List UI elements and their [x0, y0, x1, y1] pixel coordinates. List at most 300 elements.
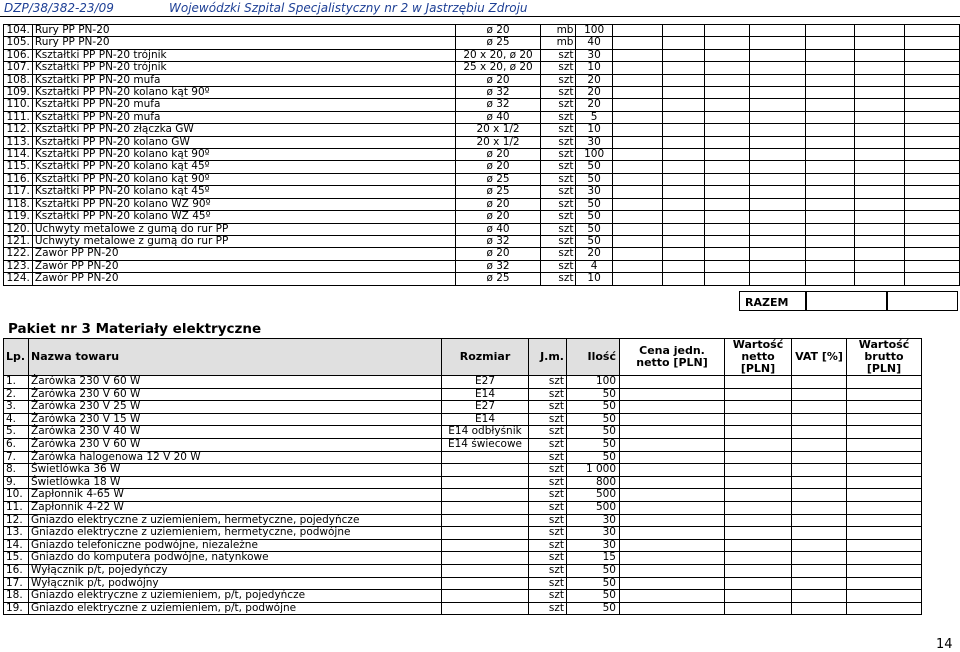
- row-size: ø 32: [456, 87, 541, 99]
- row-name: Kształtki PP PN-20 kolano kąt 90º: [32, 149, 455, 161]
- empty-cell: [725, 590, 792, 603]
- empty-cell: [662, 173, 704, 185]
- row-unit: szt: [540, 87, 576, 99]
- row-name: Żarówka halogenowa 12 V 20 W: [29, 451, 442, 464]
- row-lp: 105.: [4, 37, 33, 49]
- row-unit: szt: [540, 260, 576, 272]
- row-lp: 120.: [4, 223, 33, 235]
- row-unit: szt: [540, 161, 576, 173]
- row-lp: 111.: [4, 111, 33, 123]
- empty-cell: [750, 161, 806, 173]
- row-unit: szt: [540, 74, 576, 86]
- table-row: [4, 62, 960, 74]
- empty-cell: [854, 149, 904, 161]
- empty-cell: [805, 37, 854, 49]
- row-qty: 10: [576, 62, 612, 74]
- table-row: [4, 161, 960, 173]
- empty-cell: [905, 74, 960, 86]
- empty-cell: [612, 62, 662, 74]
- row-qty: 100: [576, 149, 612, 161]
- table-row: [4, 501, 922, 514]
- row-lp: 9.: [4, 476, 29, 489]
- empty-cell: [612, 124, 662, 136]
- row-unit: szt: [540, 124, 576, 136]
- empty-cell: [750, 99, 806, 111]
- empty-cell: [847, 527, 922, 540]
- row-qty: 20: [576, 74, 612, 86]
- empty-cell: [612, 25, 662, 37]
- row-size: ø 20: [456, 211, 541, 223]
- row-qty: 50: [576, 223, 612, 235]
- row-unit: szt: [529, 564, 567, 577]
- empty-cell: [854, 186, 904, 198]
- empty-cell: [792, 590, 847, 603]
- row-name: Gniazdo elektryczne z uziemieniem, hermetyczne, podwójne: [29, 527, 442, 540]
- empty-cell: [847, 376, 922, 389]
- empty-cell: [792, 489, 847, 502]
- empty-cell: [847, 602, 922, 615]
- empty-cell: [725, 426, 792, 439]
- empty-cell: [750, 87, 806, 99]
- row-lp: 104.: [4, 25, 33, 37]
- empty-cell: [704, 235, 749, 247]
- row-size: [442, 577, 529, 590]
- row-lp: 15.: [4, 552, 29, 565]
- total-gross-cell: [886, 291, 958, 311]
- row-lp: 106.: [4, 49, 33, 61]
- row-unit: szt: [529, 602, 567, 615]
- row-qty: 100: [567, 376, 620, 389]
- row-qty: 30: [576, 49, 612, 61]
- empty-cell: [704, 124, 749, 136]
- row-name: Gniazdo elektryczne z uziemieniem, p/t, pojedyńcze: [29, 590, 442, 603]
- empty-cell: [662, 248, 704, 260]
- row-lp: 114.: [4, 149, 33, 161]
- empty-cell: [620, 527, 725, 540]
- table-row: [4, 464, 922, 477]
- empty-cell: [805, 248, 854, 260]
- header-gross-value: Wartość brutto [PLN]: [847, 339, 922, 376]
- empty-cell: [750, 186, 806, 198]
- row-unit: szt: [529, 501, 567, 514]
- row-lp: 13.: [4, 527, 29, 540]
- row-unit: szt: [529, 401, 567, 414]
- row-lp: 113.: [4, 136, 33, 148]
- empty-cell: [750, 149, 806, 161]
- empty-cell: [847, 552, 922, 565]
- empty-cell: [905, 49, 960, 61]
- empty-cell: [854, 273, 904, 285]
- table-row: [4, 413, 922, 426]
- empty-cell: [612, 198, 662, 210]
- empty-cell: [805, 87, 854, 99]
- row-lp: 117.: [4, 186, 33, 198]
- row-unit: szt: [540, 211, 576, 223]
- empty-cell: [725, 564, 792, 577]
- table-row: [4, 451, 922, 464]
- row-name: Kształtki PP PN-20 kolano kąt 45º: [32, 161, 455, 173]
- empty-cell: [792, 388, 847, 401]
- row-unit: szt: [529, 413, 567, 426]
- empty-cell: [847, 464, 922, 477]
- row-name: Gniazdo telefoniczne podwójne, niezależne: [29, 539, 442, 552]
- empty-cell: [805, 99, 854, 111]
- row-qty: 50: [567, 388, 620, 401]
- empty-cell: [662, 186, 704, 198]
- row-lp: 16.: [4, 564, 29, 577]
- row-qty: 30: [567, 539, 620, 552]
- row-size: [442, 476, 529, 489]
- row-unit: szt: [540, 223, 576, 235]
- empty-cell: [847, 590, 922, 603]
- empty-cell: [792, 564, 847, 577]
- row-name: Gniazdo elektryczne z uziemieniem, p/t, podwójne: [29, 602, 442, 615]
- row-name: Kształtki PP PN-20 kolano WZ 90º: [32, 198, 455, 210]
- empty-cell: [704, 136, 749, 148]
- row-name: Żarówka 230 V 60 W: [29, 376, 442, 389]
- row-name: Zapłonnik 4-65 W: [29, 489, 442, 502]
- row-size: ø 25: [456, 273, 541, 285]
- row-unit: szt: [529, 464, 567, 477]
- empty-cell: [805, 273, 854, 285]
- empty-cell: [750, 49, 806, 61]
- row-size: [442, 564, 529, 577]
- empty-cell: [662, 37, 704, 49]
- empty-cell: [612, 111, 662, 123]
- page-number: 14: [936, 637, 953, 652]
- row-size: ø 20: [456, 149, 541, 161]
- empty-cell: [792, 514, 847, 527]
- empty-cell: [620, 552, 725, 565]
- row-size: [442, 527, 529, 540]
- empty-cell: [854, 235, 904, 247]
- row-size: 20 x 1/2: [456, 136, 541, 148]
- row-size: [442, 489, 529, 502]
- row-name: Świetlówka 36 W: [29, 464, 442, 477]
- row-lp: 2.: [4, 388, 29, 401]
- row-lp: 122.: [4, 248, 33, 260]
- empty-cell: [805, 211, 854, 223]
- row-unit: szt: [529, 426, 567, 439]
- row-size: E14 odbłyśnik: [442, 426, 529, 439]
- row-name: Świetlówka 18 W: [29, 476, 442, 489]
- row-qty: 5: [576, 111, 612, 123]
- row-size: [442, 602, 529, 615]
- empty-cell: [662, 49, 704, 61]
- row-lp: 121.: [4, 235, 33, 247]
- empty-cell: [704, 173, 749, 185]
- empty-cell: [704, 62, 749, 74]
- empty-cell: [612, 99, 662, 111]
- empty-cell: [725, 527, 792, 540]
- empty-cell: [847, 388, 922, 401]
- empty-cell: [854, 111, 904, 123]
- empty-cell: [704, 161, 749, 173]
- empty-cell: [805, 136, 854, 148]
- table-row: [4, 539, 922, 552]
- empty-cell: [854, 198, 904, 210]
- row-name: Kształtki PP PN-20 złączka GW: [32, 124, 455, 136]
- empty-cell: [792, 376, 847, 389]
- empty-cell: [854, 161, 904, 173]
- row-name: Żarówka 230 V 25 W: [29, 401, 442, 414]
- table-row: [4, 136, 960, 148]
- empty-cell: [750, 260, 806, 272]
- row-size: ø 20: [456, 198, 541, 210]
- empty-cell: [725, 451, 792, 464]
- row-name: Uchwyty metalowe z gumą do rur PP: [32, 223, 455, 235]
- row-size: ø 32: [456, 260, 541, 272]
- empty-cell: [847, 451, 922, 464]
- row-unit: szt: [540, 173, 576, 185]
- row-qty: 40: [576, 37, 612, 49]
- empty-cell: [805, 49, 854, 61]
- empty-cell: [662, 198, 704, 210]
- row-lp: 110.: [4, 99, 33, 111]
- empty-cell: [725, 501, 792, 514]
- row-lp: 112.: [4, 124, 33, 136]
- row-size: ø 32: [456, 99, 541, 111]
- row-size: [442, 514, 529, 527]
- empty-cell: [792, 413, 847, 426]
- empty-cell: [620, 401, 725, 414]
- row-qty: 50: [567, 451, 620, 464]
- row-unit: szt: [529, 552, 567, 565]
- row-lp: 8.: [4, 464, 29, 477]
- empty-cell: [725, 388, 792, 401]
- row-name: Kształtki PP PN-20 kolano kąt 90º: [32, 173, 455, 185]
- table-row: [4, 74, 960, 86]
- empty-cell: [847, 514, 922, 527]
- row-size: [442, 590, 529, 603]
- row-size: E27: [442, 401, 529, 414]
- empty-cell: [854, 223, 904, 235]
- row-lp: 115.: [4, 161, 33, 173]
- empty-cell: [792, 577, 847, 590]
- empty-cell: [905, 260, 960, 272]
- empty-cell: [854, 49, 904, 61]
- total-label: RAZEM: [745, 296, 789, 309]
- empty-cell: [662, 74, 704, 86]
- row-qty: 50: [567, 413, 620, 426]
- row-lp: 118.: [4, 198, 33, 210]
- empty-cell: [620, 464, 725, 477]
- row-qty: 50: [576, 211, 612, 223]
- row-lp: 108.: [4, 74, 33, 86]
- empty-cell: [905, 186, 960, 198]
- empty-cell: [612, 248, 662, 260]
- row-unit: szt: [540, 248, 576, 260]
- row-size: [442, 539, 529, 552]
- row-size: 25 x 20, ø 20: [456, 62, 541, 74]
- row-qty: 1 000: [567, 464, 620, 477]
- empty-cell: [662, 223, 704, 235]
- row-name: Rury PP PN-20: [32, 25, 455, 37]
- row-qty: 15: [567, 552, 620, 565]
- row-name: Kształtki PP PN-20 trójnik: [32, 49, 455, 61]
- row-qty: 4: [576, 260, 612, 272]
- empty-cell: [854, 136, 904, 148]
- empty-cell: [792, 401, 847, 414]
- empty-cell: [805, 260, 854, 272]
- empty-cell: [854, 124, 904, 136]
- header-unit: J.m.: [529, 339, 567, 376]
- row-name: Kształtki PP PN-20 kolano kąt 90º: [32, 87, 455, 99]
- row-size: [442, 501, 529, 514]
- empty-cell: [847, 413, 922, 426]
- row-qty: 20: [576, 99, 612, 111]
- empty-cell: [620, 539, 725, 552]
- empty-cell: [620, 564, 725, 577]
- empty-cell: [662, 62, 704, 74]
- header-unit-price: Cena jedn. netto [PLN]: [620, 339, 725, 376]
- empty-cell: [792, 438, 847, 451]
- empty-cell: [750, 62, 806, 74]
- row-name: Żarówka 230 V 60 W: [29, 388, 442, 401]
- row-size: [442, 552, 529, 565]
- table-row: [4, 149, 960, 161]
- row-qty: 30: [567, 514, 620, 527]
- row-unit: szt: [529, 577, 567, 590]
- row-name: Kształtki PP PN-20 mufa: [32, 74, 455, 86]
- table-row: [4, 198, 960, 210]
- empty-cell: [725, 514, 792, 527]
- empty-cell: [847, 564, 922, 577]
- table-header-row: [4, 339, 922, 376]
- row-size: ø 25: [456, 173, 541, 185]
- row-name: Wyłącznik p/t, podwójny: [29, 577, 442, 590]
- empty-cell: [847, 539, 922, 552]
- empty-cell: [750, 111, 806, 123]
- empty-cell: [750, 273, 806, 285]
- empty-cell: [805, 223, 854, 235]
- empty-cell: [792, 552, 847, 565]
- institution-name: Wojewódzki Szpital Specjalistyczny nr 2 w Jastrzębiu Zdroju: [169, 1, 528, 15]
- empty-cell: [662, 149, 704, 161]
- empty-cell: [847, 476, 922, 489]
- empty-cell: [662, 211, 704, 223]
- table-row: [4, 37, 960, 49]
- empty-cell: [725, 413, 792, 426]
- table-row: [4, 223, 960, 235]
- row-lp: 123.: [4, 260, 33, 272]
- row-name: Żarówka 230 V 40 W: [29, 426, 442, 439]
- empty-cell: [704, 248, 749, 260]
- row-lp: 7.: [4, 451, 29, 464]
- empty-cell: [725, 577, 792, 590]
- row-name: Zawór PP PN-20: [32, 260, 455, 272]
- table-row: [4, 514, 922, 527]
- row-lp: 124.: [4, 273, 33, 285]
- empty-cell: [905, 248, 960, 260]
- empty-cell: [750, 37, 806, 49]
- row-unit: szt: [540, 186, 576, 198]
- row-unit: szt: [540, 198, 576, 210]
- row-name: Kształtki PP PN-20 mufa: [32, 99, 455, 111]
- empty-cell: [905, 25, 960, 37]
- page-header: [0, 0, 960, 17]
- row-size: E14: [442, 388, 529, 401]
- header-vat: VAT [%]: [792, 339, 847, 376]
- empty-cell: [725, 401, 792, 414]
- table-row: [4, 260, 960, 272]
- row-qty: 20: [576, 248, 612, 260]
- empty-cell: [792, 527, 847, 540]
- empty-cell: [805, 173, 854, 185]
- header-net-value: Wartość netto [PLN]: [725, 339, 792, 376]
- table-row: [4, 87, 960, 99]
- empty-cell: [704, 111, 749, 123]
- row-qty: 50: [576, 173, 612, 185]
- row-unit: mb: [540, 25, 576, 37]
- empty-cell: [704, 87, 749, 99]
- row-name: Uchwyty metalowe z gumą do rur PP: [32, 235, 455, 247]
- row-lp: 6.: [4, 438, 29, 451]
- empty-cell: [750, 74, 806, 86]
- empty-cell: [704, 260, 749, 272]
- empty-cell: [704, 37, 749, 49]
- row-unit: szt: [540, 273, 576, 285]
- empty-cell: [805, 161, 854, 173]
- row-size: E14: [442, 413, 529, 426]
- row-lp: 119.: [4, 211, 33, 223]
- empty-cell: [725, 489, 792, 502]
- row-qty: 100: [576, 25, 612, 37]
- empty-cell: [662, 235, 704, 247]
- empty-cell: [612, 223, 662, 235]
- empty-cell: [662, 99, 704, 111]
- empty-cell: [792, 476, 847, 489]
- empty-cell: [905, 87, 960, 99]
- row-unit: szt: [540, 136, 576, 148]
- row-lp: 3.: [4, 401, 29, 414]
- table-row: [4, 590, 922, 603]
- empty-cell: [704, 198, 749, 210]
- empty-cell: [725, 602, 792, 615]
- empty-cell: [612, 173, 662, 185]
- table-row: [4, 552, 922, 565]
- empty-cell: [662, 136, 704, 148]
- header-size: Rozmiar: [442, 339, 529, 376]
- empty-cell: [620, 577, 725, 590]
- empty-cell: [612, 149, 662, 161]
- table-row: [4, 489, 922, 502]
- row-lp: 14.: [4, 539, 29, 552]
- empty-cell: [620, 476, 725, 489]
- empty-cell: [612, 273, 662, 285]
- row-unit: szt: [529, 527, 567, 540]
- row-qty: 500: [567, 489, 620, 502]
- empty-cell: [792, 539, 847, 552]
- row-name: Kształtki PP PN-20 mufa: [32, 111, 455, 123]
- table-row: [4, 173, 960, 185]
- empty-cell: [905, 211, 960, 223]
- row-size: E27: [442, 376, 529, 389]
- empty-cell: [905, 136, 960, 148]
- row-qty: 50: [576, 235, 612, 247]
- empty-cell: [905, 149, 960, 161]
- row-lp: 11.: [4, 501, 29, 514]
- row-size: ø 20: [456, 74, 541, 86]
- empty-cell: [750, 25, 806, 37]
- row-size: 20 x 1/2: [456, 124, 541, 136]
- materials-table-continued: [3, 24, 960, 286]
- row-unit: szt: [529, 539, 567, 552]
- empty-cell: [704, 186, 749, 198]
- row-qty: 500: [567, 501, 620, 514]
- row-unit: mb: [540, 37, 576, 49]
- row-name: Gniazdo do komputera podwójne, natynkowe: [29, 552, 442, 565]
